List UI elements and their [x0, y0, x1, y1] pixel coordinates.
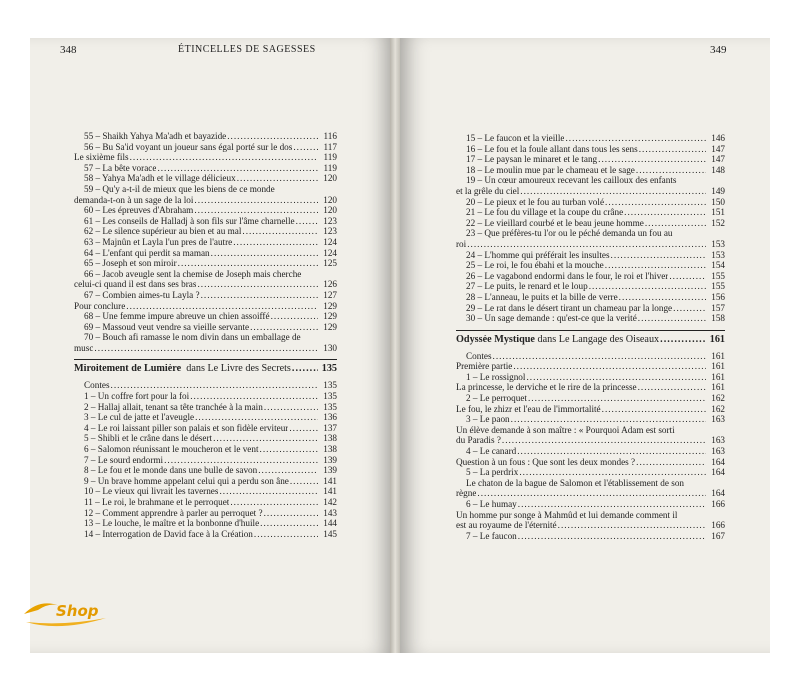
toc-leader-dots [518, 499, 706, 510]
toc-entry: musc ..... 130 [74, 343, 337, 354]
toc-entry-title: 30 – Un sage demande : qu'est-ce que la verité [466, 313, 637, 324]
toc-line: 23 – Que préfères-tu l'or ou le péché demanda un fou au [466, 228, 673, 239]
section-rule [456, 330, 725, 331]
toc-page-number: 151 [711, 207, 725, 218]
toc-entry [74, 486, 337, 497]
toc-entry-title: Pour conclure [74, 300, 126, 311]
toc-page-number: 152 [711, 217, 725, 228]
left-toc [74, 131, 337, 539]
right-toc [456, 133, 725, 541]
toc-leader-dots [528, 393, 706, 404]
toc-entry-title: 12 – Comment apprendre à parler au perroquet ? [84, 507, 263, 518]
toc-leader-dots [645, 218, 706, 229]
toc-line: 19 – Un cœur amoureux recevant les cailloux des enfants [466, 175, 677, 186]
toc-leader-dots [111, 380, 318, 391]
toc-page-number: 167 [711, 530, 725, 541]
toc-entry-title: 64 – L'enfant qui perdit sa maman [84, 247, 210, 258]
toc-entry [456, 404, 725, 415]
toc-page-number: 117 [323, 141, 337, 152]
toc-leader-dots [518, 531, 706, 542]
toc-entry-title: 63 – Majnûn et Layla l'un pres de l'autre [84, 236, 233, 247]
toc-entry [456, 361, 725, 372]
toc-entry: roi ..... 153 [456, 239, 725, 250]
toc-leader-dots [669, 271, 706, 282]
toc-page-number: 127 [323, 289, 337, 300]
toc-leader-dots [290, 476, 318, 487]
toc-entry [456, 154, 725, 165]
toc-entry-title: 9 – Un brave homme appelant celui qui a perdu son âne [84, 475, 289, 486]
toc-entry [456, 271, 725, 282]
toc-entry-title: 27 – Le puits, le renard et le loup [466, 281, 588, 292]
toc-leader-dots [638, 313, 706, 324]
toc-entry [456, 260, 725, 271]
toc-page-number: 162 [711, 403, 725, 414]
toc-entry-title: 65 – Joseph et son miroir [84, 258, 177, 269]
toc-entry [456, 133, 725, 144]
toc-entry-title: La princesse, le derviche et le rire de la princesse [456, 382, 637, 393]
toc-entry-title: 68 – Une femme impure abreuve un chien assoiffé [84, 311, 270, 322]
toc-page-number: 129 [323, 300, 337, 311]
toc-leader-dots [589, 281, 706, 292]
toc-entry [456, 393, 725, 404]
toc-leader-dots [598, 154, 706, 165]
toc-leader-dots [639, 144, 706, 155]
toc-entry [74, 380, 337, 391]
toc-entry-title: 58 – Yahya Ma'adh et le village délicieux [84, 173, 236, 184]
toc-entry-title: 8 – Le fou et le monde dans une bulle de savon [84, 465, 258, 476]
toc-entry [74, 476, 337, 487]
toc-page-number: 164 [711, 456, 725, 467]
toc-leader-dots [178, 258, 318, 269]
toc-entry-title: Première partie [456, 361, 513, 372]
toc-leader-dots [565, 133, 706, 144]
toc-page-number: 147 [711, 154, 725, 165]
toc-page-number: 163 [711, 446, 725, 457]
toc-entry-title: 6 – Le humay [466, 499, 517, 509]
toc-leader-dots [673, 303, 706, 314]
toc-entry-title: 22 – Le vieillard courbé et le beau jeune homme [466, 217, 644, 228]
toc-entry [74, 529, 337, 540]
toc-entry [456, 250, 725, 261]
toc-entry [74, 444, 337, 455]
toc-entry [74, 258, 337, 269]
toc-page-number: 147 [711, 143, 725, 154]
toc-page-number: 155 [711, 281, 725, 292]
toc-entry-title: 1 – Le rossignol [466, 371, 526, 382]
toc-line: 59 – Qu'y a-t-il de mieux que les biens de ce monde [84, 183, 275, 194]
toc-leader-dots [260, 444, 318, 455]
toc-entry [74, 173, 337, 184]
toc-page-number: 120 [323, 173, 337, 184]
right-page-number: 349 [710, 44, 727, 56]
toc-entry [74, 301, 337, 312]
toc-entry [456, 531, 725, 542]
toc-leader-dots [526, 372, 706, 383]
toc-leader-dots [250, 322, 318, 333]
toc-page-number: 155 [711, 270, 725, 281]
toc-entry-title: 4 – Le canard [466, 446, 517, 457]
running-title: ÉTINCELLES DE SAGESSES [178, 44, 316, 55]
toc-page-number: 144 [323, 518, 337, 529]
toc-entry [74, 322, 337, 333]
toc-page-number: 142 [323, 497, 337, 507]
toc-entry [456, 499, 725, 510]
shop-logo [20, 592, 112, 632]
toc-entry [74, 152, 337, 163]
toc-entry-title: 21 – Le fou du village et la coupe du crâne [466, 207, 624, 218]
toc-leader-dots [624, 207, 706, 218]
toc-entry [456, 372, 725, 383]
toc-entry [456, 218, 725, 229]
toc-page-number: 124 [323, 247, 337, 258]
toc-leader-dots [195, 412, 318, 423]
toc-entry-title: 17 – Le paysan le minaret et le tang [466, 154, 598, 165]
toc-entry-title: 29 – Le rat dans le désert tirant un chameau par la longe [466, 302, 673, 313]
toc-page-number: 161 [711, 371, 725, 382]
toc-entry [456, 382, 725, 393]
toc-leader-dots [254, 529, 318, 540]
toc-entry [74, 465, 337, 476]
toc-leader-dots [636, 165, 706, 176]
toc-entry-title: 5 – Shibli et le crâne dans le désert [84, 433, 213, 444]
toc-entry-title: 2 – Le perroquet [466, 393, 527, 404]
toc-leader-dots [602, 404, 706, 415]
toc-entry [74, 412, 337, 423]
toc-entry [74, 142, 337, 153]
toc-line: Un élève demande à son maître : « Pourquoi Adam est sorti [456, 424, 675, 435]
toc-page-number: 135 [323, 380, 337, 391]
toc-entry-title: Contes [466, 350, 492, 361]
toc-entry: règne ..... 164 [456, 488, 725, 499]
toc-entry-title: 61 – Les conseils de Halladj à son fils sur l'âme charnelle [84, 215, 295, 226]
toc-page-number: 158 [711, 313, 725, 324]
toc-entry-title: Le fou, le zhizr et l'eau de l'immortalité [456, 403, 601, 414]
toc-leader-dots [293, 142, 318, 153]
toc-page-number: 150 [711, 196, 725, 207]
toc-entry-title: Le sixième fils [74, 152, 129, 163]
toc-page-number: 154 [711, 260, 725, 271]
toc-entry [74, 423, 337, 434]
toc-page-number: 162 [711, 393, 725, 404]
toc-line: 66 – Jacob aveugle sent la chemise de Joseph mais cherche [84, 268, 302, 279]
toc-leader-dots [230, 497, 318, 508]
toc-page-number: 139 [323, 454, 337, 465]
toc-page-number: 129 [323, 311, 337, 322]
toc-entry-title: 7 – Le sourd endormi [84, 454, 164, 465]
toc-leader-dots [130, 152, 318, 163]
toc-entry [456, 467, 725, 478]
toc-entry-title: 60 – Les épreuves d'Abraham [84, 205, 194, 216]
toc-leader-dots [513, 361, 706, 372]
toc-entry-title: 3 – Le paon [466, 414, 510, 425]
toc-entry [74, 205, 337, 216]
toc-leader-dots [213, 433, 318, 444]
toc-entry-title: 56 – Bu Sa'id voyant un joueur sans égal porté sur le dos [84, 141, 293, 152]
logo-text: Shop [56, 602, 99, 620]
toc-line: Le chaton de la bague de Salomon et l'établissement de son [466, 477, 685, 488]
toc-page-number: 139 [323, 465, 337, 476]
toc-entry-title: 11 – Le roi, le brahmane et le perroquet [84, 497, 230, 507]
toc-entry: celui-ci quand il est dans ses bras ..... 126 [74, 279, 337, 290]
toc-entry-title: 69 – Massoud veut vendre sa vieille servante [84, 321, 250, 332]
toc-entry-title: 20 – Le pieux et le fou au turban volé [466, 196, 605, 207]
toc-entry: et la grêle du ciel ..... 149 [456, 186, 725, 197]
toc-entry [456, 165, 725, 176]
toc-entry [74, 237, 337, 248]
toc-entry-title: 7 – Le faucon [466, 530, 517, 541]
toc-entry-title: 18 – Le moulin mue par le chameau et le sage [466, 164, 635, 175]
toc-page-number: 145 [323, 528, 337, 539]
toc-leader-dots [605, 260, 706, 271]
toc-line: Un homme pur songe à Mahmûd et lui demande comment il [456, 509, 678, 520]
toc-entry [74, 248, 337, 259]
section-heading: Miroitement de Lumière dans Le Livre des Secrets ..... 135 [74, 364, 337, 378]
toc-page-number: 120 [323, 205, 337, 216]
toc-leader-dots [611, 250, 706, 261]
toc-page-number: 157 [711, 302, 725, 313]
toc-entry [74, 433, 337, 444]
toc-entry-title: 28 – L'anneau, le puits et la bille de verre [466, 291, 618, 302]
toc-page-number: 124 [323, 236, 337, 247]
toc-entry-title: Question à un fous : Que sont les deux mondes ? [456, 456, 636, 467]
left-page-number: 348 [60, 44, 77, 56]
toc-entry: est au royaume de l'éternité ..... 166 [456, 520, 725, 531]
toc-leader-dots [211, 248, 318, 259]
toc-page-number: 129 [323, 321, 337, 332]
toc-entry-title: 14 – Interrogation de David face à la Création [84, 528, 253, 539]
toc-leader-dots [605, 197, 706, 208]
toc-page-number: 161 [711, 361, 725, 372]
toc-page-number: 135 [323, 391, 337, 402]
toc-entry-title: 24 – L'homme qui préférait les insultes [466, 249, 610, 260]
toc-leader-dots [296, 216, 318, 227]
toc-entry [74, 290, 337, 301]
toc-entry [456, 457, 725, 468]
toc-page-number: 164 [711, 467, 725, 478]
toc-entry-title: 3 – Le cul de jatte et l'aveugle [84, 412, 195, 423]
toc-page-number: 146 [711, 133, 725, 143]
toc-entry-title: 15 – Le faucon et la vieille [466, 133, 565, 143]
toc-page-number: 119 [323, 162, 337, 173]
toc-leader-dots [258, 465, 318, 476]
toc-entry-title: 13 – Le louche, le maître et la bonbonne d'huile [84, 518, 260, 529]
toc-entry-title: 5 – La perdrix [466, 467, 519, 478]
toc-entry-title: 16 – Le fou et la foule allant dans tous les sens [466, 143, 638, 154]
toc-leader-dots [517, 446, 706, 457]
toc-entry [456, 414, 725, 425]
toc-leader-dots [201, 290, 318, 301]
toc-entry [74, 455, 337, 466]
toc-leader-dots [619, 292, 706, 303]
toc-entry-title: 26 – Le vagabond endormi dans le four, le roi et l'hiver [466, 270, 669, 281]
toc-page-number: 143 [323, 507, 337, 518]
toc-page-number: 116 [323, 131, 337, 141]
toc-entry-title: 55 – Shaikh Yahya Ma'adh et bayazide [84, 131, 227, 141]
toc-leader-dots [190, 391, 318, 402]
toc-leader-dots [511, 414, 706, 425]
toc-page-number: 141 [323, 475, 337, 486]
toc-page-number: 153 [711, 249, 725, 260]
toc-entry [456, 446, 725, 457]
toc-entry [74, 518, 337, 529]
toc-entry [456, 313, 725, 324]
toc-entry [74, 131, 337, 142]
toc-entry-title: Contes [84, 380, 110, 391]
toc-entry: du Paradis ? ..... 163 [456, 435, 725, 446]
toc-page-number: 125 [323, 258, 337, 269]
toc-entry [456, 144, 725, 155]
toc-leader-dots [519, 467, 706, 478]
toc-entry [456, 303, 725, 314]
toc-entry-title: 67 – Combien aimes-tu Layla ? [84, 289, 200, 300]
toc-entry [456, 207, 725, 218]
toc-leader-dots [636, 457, 706, 468]
toc-entry [74, 226, 337, 237]
toc-entry-title: 10 – Le vieux qui livrait les tavernes [84, 486, 219, 497]
toc-leader-dots [260, 518, 318, 529]
toc-entry [456, 281, 725, 292]
toc-page-number: 119 [323, 152, 337, 163]
toc-page-number: 161 [711, 382, 725, 393]
section-heading: Odyssée Mystique dans Le Langage des Oiseaux ..... 161 [456, 335, 725, 349]
toc-page-number: 123 [323, 215, 337, 226]
toc-entry [456, 292, 725, 303]
toc-page-number: 166 [711, 499, 725, 509]
toc-leader-dots [242, 226, 318, 237]
toc-page-number: 148 [711, 164, 725, 175]
toc-page-number: 141 [323, 486, 337, 497]
toc-entry [74, 391, 337, 402]
toc-leader-dots [157, 163, 318, 174]
toc-leader-dots [264, 508, 318, 519]
toc-leader-dots [126, 301, 318, 312]
toc-entry [456, 351, 725, 362]
toc-entry-title: 1 – Un coffre fort pour la foi [84, 391, 190, 402]
toc-entry-title: 6 – Salomon réunissant le moucheron et le vent [84, 444, 259, 455]
toc-entry [456, 197, 725, 208]
toc-leader-dots [233, 237, 318, 248]
toc-leader-dots [271, 311, 318, 322]
toc-entry [74, 163, 337, 174]
toc-line: 70 – Bouch afi ramasse le nom divin dans un emballage de [84, 332, 301, 343]
toc-entry-title: 57 – La bête vorace [84, 162, 157, 173]
toc-entry [74, 497, 337, 508]
toc-entry [74, 311, 337, 322]
toc-page-number: 136 [323, 412, 337, 423]
toc-leader-dots [237, 173, 318, 184]
toc-leader-dots [264, 402, 318, 413]
toc-page-number: 135 [323, 401, 337, 412]
toc-page-number: 156 [711, 291, 725, 302]
toc-entry [74, 216, 337, 227]
toc-page-number: 123 [323, 226, 337, 237]
section-rule [74, 359, 337, 360]
toc-leader-dots [289, 423, 318, 434]
toc-entry-title: 2 – Hallaj allait, tenant sa tête tranchée à la main [84, 401, 263, 412]
toc-leader-dots [219, 486, 318, 497]
toc-leader-dots [638, 382, 706, 393]
toc-page-number: 138 [323, 433, 337, 444]
toc-page-number: 138 [323, 444, 337, 455]
toc-page-number: 163 [711, 414, 725, 425]
toc-entry-title: 25 – Le roi, le fou ébahi et la mouche [466, 260, 604, 271]
toc-entry: demanda-t-on à un sage de la loi ..... 120 [74, 195, 337, 206]
toc-page-number: 161 [711, 350, 725, 361]
toc-leader-dots [493, 351, 706, 362]
toc-page-number: 137 [323, 422, 337, 433]
toc-leader-dots [227, 131, 318, 142]
toc-entry [74, 508, 337, 519]
toc-leader-dots [194, 205, 318, 216]
toc-entry-title: 4 – Le roi laissant piller son palais et son fidèle erviteur [84, 422, 289, 433]
toc-leader-dots [164, 455, 318, 466]
toc-entry-title: 62 – Le silence supérieur au bien et au mal [84, 226, 242, 237]
toc-entry [74, 402, 337, 413]
